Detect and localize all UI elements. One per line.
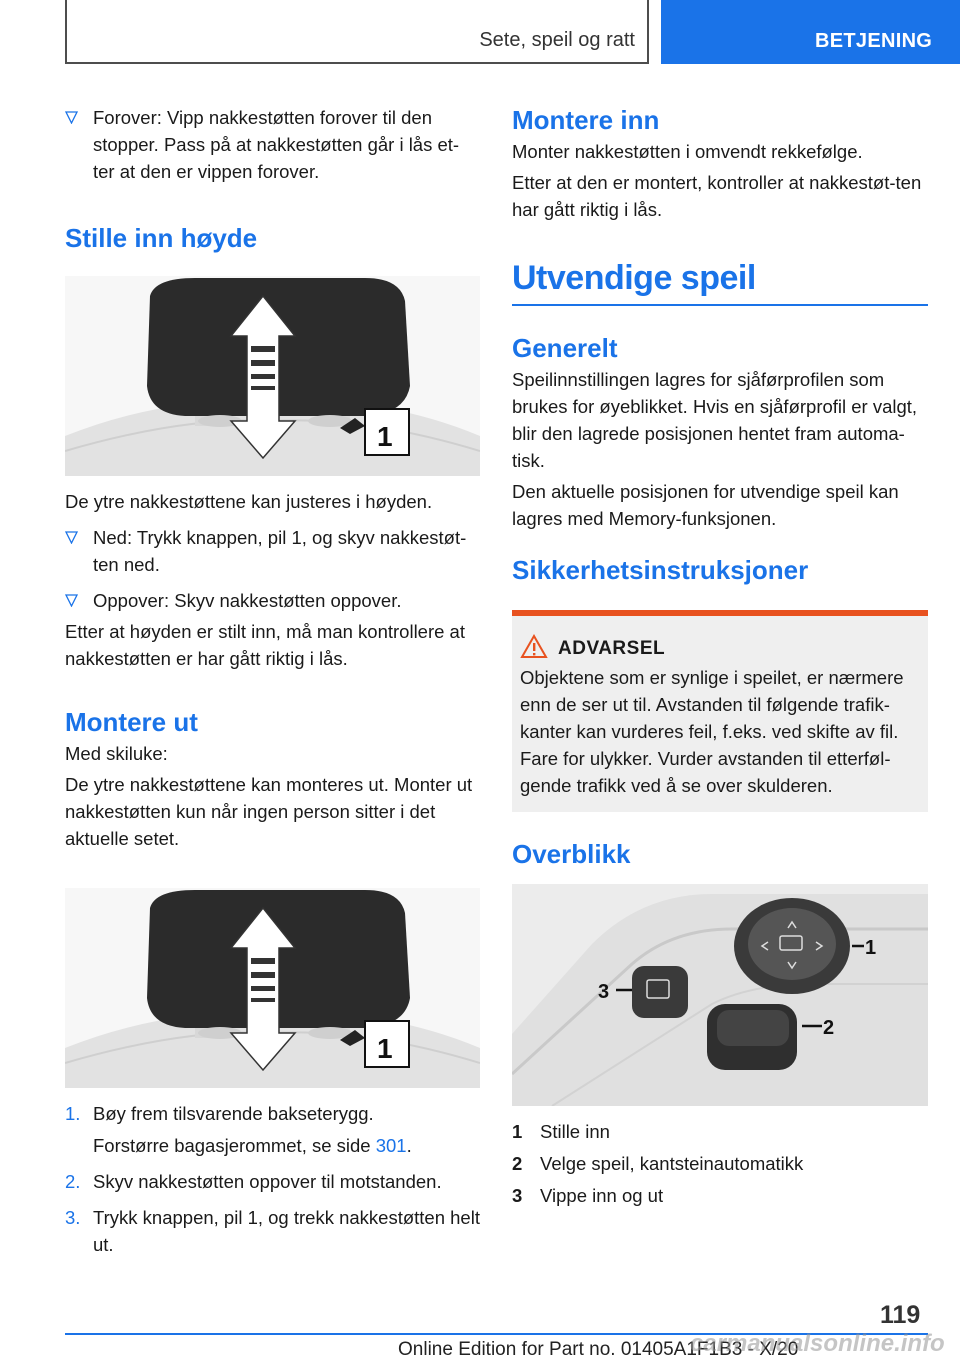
bullet-item — [65, 104, 480, 185]
bullet-item — [65, 587, 480, 614]
heading-generelt: Generelt — [512, 333, 618, 363]
footer-edition: Online Edition for Part no. 01405A1F1B3 - X/20 — [398, 1339, 799, 1360]
warning-triangle-icon — [520, 634, 548, 660]
page-link-301[interactable]: 301 — [375, 1135, 407, 1156]
paragraph-etter-hoyde: Etter at høyden er stilt inn, må man kontrollere at nakkestøtten er har gått riktig i lås. — [65, 621, 465, 669]
numbered-steps — [65, 1100, 480, 1258]
bullet-list-hoyde — [65, 524, 480, 614]
callout-number-1: 1 — [377, 421, 393, 452]
legend-label: Velge speil, kantsteinautomatikk — [540, 1153, 804, 1174]
triangle-bullet-icon — [65, 531, 78, 544]
warning-title: ADVARSEL — [558, 638, 666, 659]
bullet-text: Ned: Trykk knappen, pil 1, og skyv nakkestøt-ten ned. — [93, 527, 467, 575]
step-text: Bøy frem tilsvarende bakseterygg. — [93, 1103, 374, 1124]
paragraph-monter: Monter nakkestøtten i omvendt rekkefølge. — [512, 141, 863, 162]
heading-montere-ut: Montere ut — [65, 707, 198, 737]
heading-utvendige-speil: Utvendige speil — [512, 259, 756, 297]
page-number: 119 — [880, 1301, 921, 1329]
watermark: carmanualsonline.info — [690, 1330, 945, 1357]
mirror-switch-illustration — [512, 884, 928, 1106]
legend-row — [512, 1148, 928, 1180]
triangle-bullet-icon — [65, 111, 78, 124]
step-item — [65, 1100, 480, 1159]
bullet-text: Forover: Vipp nakkestøtten forover til den stopper. Pass på at nakkestøtten går i lås et-ter at den er vippen forover. — [93, 107, 460, 182]
heading-montere-inn: Montere inn — [512, 105, 660, 135]
callout-number-3: 3 — [598, 981, 610, 1003]
left-column — [65, 104, 480, 1258]
heading-sikkerhetsinstruksjoner: Sikkerhetsinstruksjoner — [512, 555, 809, 585]
header-chapter-tab[interactable] — [661, 0, 960, 64]
legend-row — [512, 1180, 928, 1212]
heading-stille-inn-hoyde: Stille inn høyde — [65, 223, 258, 253]
legend-number: 1 — [512, 1121, 523, 1142]
callout-number-2: 2 — [823, 1017, 835, 1039]
header-chapter-title: BETJENING — [815, 30, 933, 52]
callout-number-1: 1 — [865, 937, 877, 959]
heading-rule — [512, 304, 928, 306]
headrest-drawing — [65, 888, 480, 1088]
step-number: 3. — [65, 1207, 81, 1228]
warning-bar — [512, 610, 928, 616]
step-text: Skyv nakkestøtten oppover til motstanden. — [93, 1171, 442, 1192]
paragraph-ytre-nakkestotter: De ytre nakkestøttene kan monteres ut. Monter ut nakkestøtten kun når ingen person sitter i det aktuelle setet. — [65, 774, 473, 849]
paragraph-generelt-1: Speilinnstillingen lagres for sjåførprofilen som brukes for øyeblikket. Hvis en sjåførprofil er valgt, blir den lagrede posisjonen hentet fram automa-tisk. — [512, 369, 918, 471]
warning-body: Objektene som er synlige i speilet, er nærmere enn de ser ut til. Avstanden til følgende trafik-kanter kan vurderes feil, f.eks. ved skifte av fil. Fare for ulykker. Vurder avstanden til etterføl-gende trafikk ved å se over skulderen. — [520, 667, 904, 796]
legend-row — [512, 1116, 928, 1148]
triangle-bullet-icon — [65, 594, 78, 607]
legend-label: Stille inn — [540, 1121, 610, 1142]
warning-box — [512, 610, 928, 812]
paragraph-skiluke: Med skiluke: — [65, 743, 168, 764]
callout-number-1: 1 — [377, 1033, 393, 1064]
right-column — [512, 104, 928, 1212]
header-section-box — [65, 0, 649, 64]
bullet-item — [65, 524, 480, 578]
headrest-drawing — [65, 276, 480, 476]
step-text: Trykk knappen, pil 1, og trekk nakkestøtten helt ut. — [93, 1207, 480, 1255]
mirror-controls-drawing — [512, 884, 928, 1106]
paragraph-hoyde: De ytre nakkestøttene kan justeres i høyden. — [65, 491, 433, 512]
paragraph-generelt-2: Den aktuelle posisjonen for utvendige speil kan lagres med Memory-funksjonen. — [512, 481, 899, 529]
headrest-illustration-1 — [65, 276, 480, 476]
legend-number: 3 — [512, 1185, 523, 1206]
overview-legend — [512, 1116, 928, 1212]
step-number: 2. — [65, 1171, 81, 1192]
paragraph-etter-montert: Etter at den er montert, kontroller at nakkestøt-ten har gått riktig i lås. — [512, 172, 922, 220]
header-section-title: Sete, speil og ratt — [479, 29, 635, 51]
legend-number: 2 — [512, 1153, 523, 1174]
bullet-list-forover — [65, 104, 480, 185]
step-item — [65, 1204, 480, 1258]
step-item — [65, 1168, 480, 1195]
heading-overblikk: Overblikk — [512, 839, 631, 869]
legend-label: Vippe inn og ut — [540, 1185, 664, 1206]
bullet-text: Oppover: Skyv nakkestøtten oppover. — [93, 590, 402, 611]
step-number: 1. — [65, 1103, 81, 1124]
headrest-illustration-2 — [65, 888, 480, 1088]
step-subtext: Forstørre bagasjerommet, se side 301. — [93, 1135, 412, 1156]
